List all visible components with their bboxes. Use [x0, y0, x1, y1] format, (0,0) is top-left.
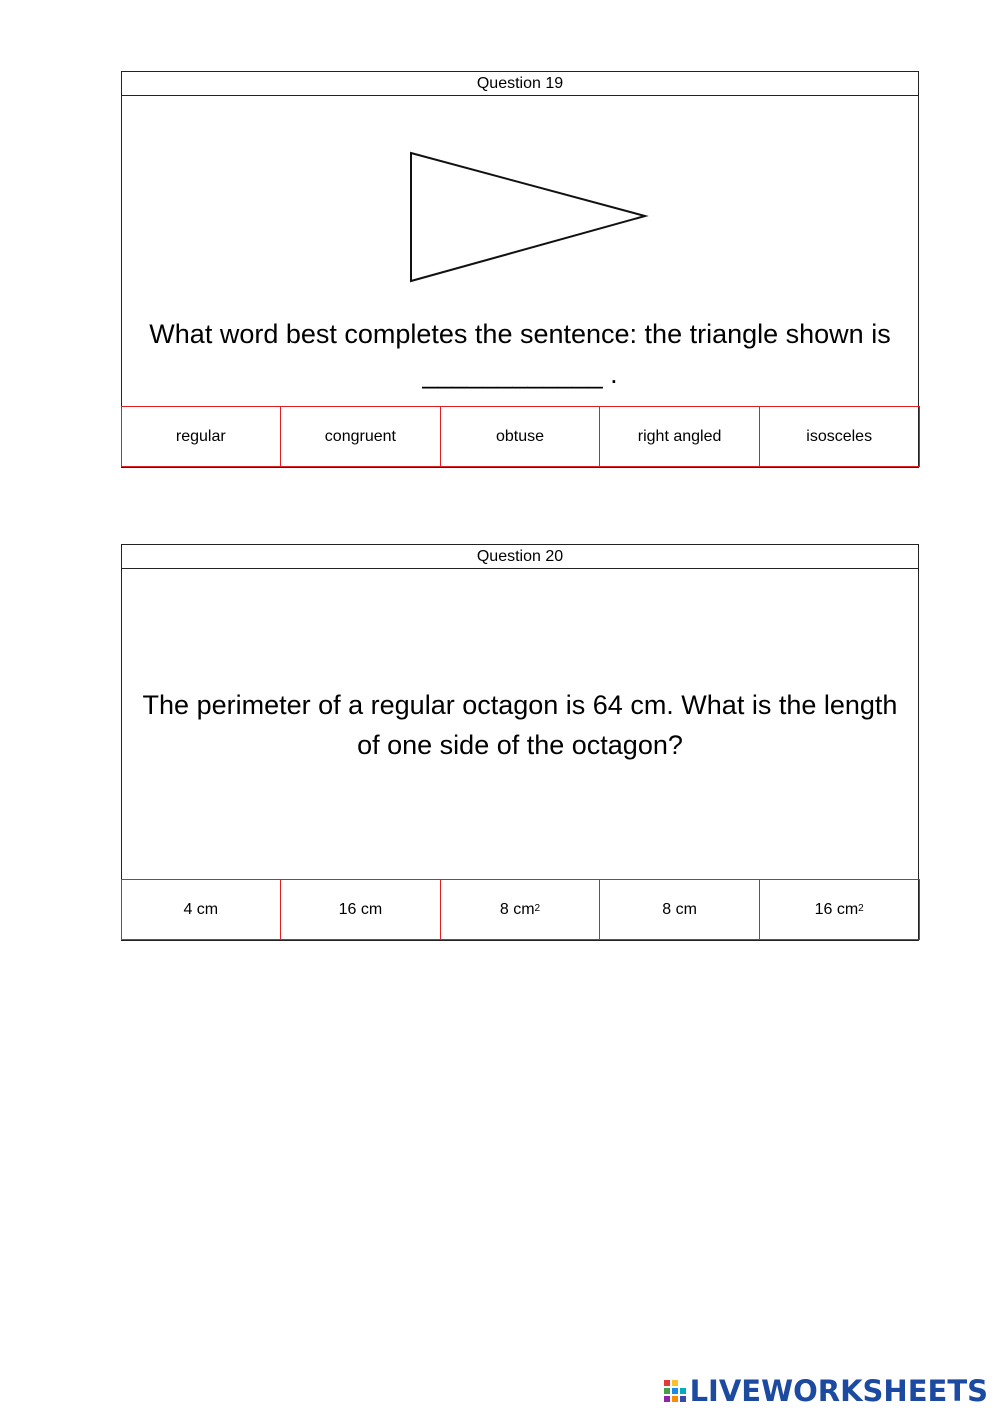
answer-value: 16 cm: [338, 900, 383, 918]
answer-exponent: 2: [534, 903, 541, 914]
answer-option-4[interactable]: [600, 880, 760, 939]
answer-options: [121, 406, 920, 467]
answer-option-5[interactable]: [760, 880, 919, 939]
question-card-19: [121, 71, 919, 468]
question-text: [122, 314, 918, 394]
question-card-20: [121, 544, 919, 941]
question-text-line-2: of one side of the octagon?: [357, 730, 683, 760]
question-header: Question 19: [122, 72, 918, 96]
answer-value: 8 cm: [499, 900, 535, 918]
answer-option-1[interactable]: [122, 880, 282, 939]
liveworksheets-logo[interactable]: [663, 1374, 988, 1408]
question-text-line-1: The perimeter of a regular octagon is 64 cm. What is the length: [142, 690, 898, 720]
question-text: [122, 685, 918, 765]
answer-value: 8 cm: [662, 900, 697, 918]
triangle-diagram: [122, 96, 920, 306]
answer-option-1[interactable]: regular: [122, 407, 282, 466]
answer-option-3[interactable]: obtuse: [441, 407, 601, 466]
answer-value: 4 cm: [183, 900, 219, 918]
answer-options: [121, 879, 920, 940]
answer-option-2[interactable]: congruent: [281, 407, 441, 466]
question-body: [122, 569, 918, 879]
liveworksheets-wordmark: LIVEWORKSHEETS: [689, 1374, 988, 1408]
liveworksheets-logo-icon: [663, 1379, 687, 1403]
answer-value: 16 cm: [814, 900, 859, 918]
answer-option-2[interactable]: [281, 880, 441, 939]
answer-option-5[interactable]: isosceles: [806, 427, 873, 445]
question-body: [122, 96, 918, 406]
triangle-shape: [411, 153, 645, 281]
question-text-line-1: What word best completes the sentence: the triangle shown is: [149, 319, 891, 349]
answer-option-3[interactable]: [441, 880, 601, 939]
question-text-line-2: ____________ .: [422, 359, 618, 389]
answer-exponent: 2: [858, 903, 864, 914]
question-header: Question 20: [122, 545, 918, 569]
answer-option-4[interactable]: right angled: [600, 407, 760, 466]
